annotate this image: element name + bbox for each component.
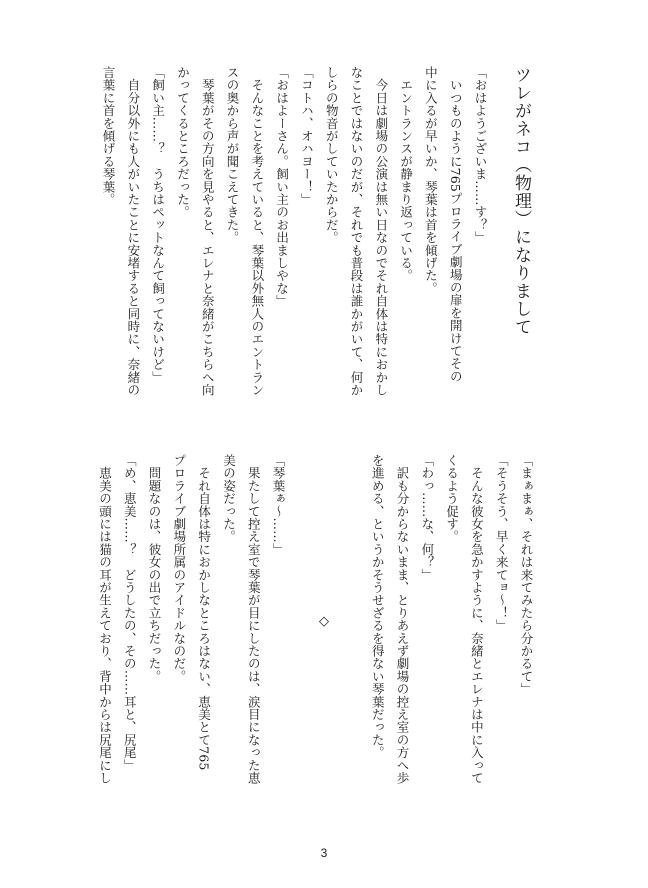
text-line: 訳も分からないまま、とりあえず劇場の控え室の方へ歩 xyxy=(395,454,411,785)
text-line: 言葉に首を傾げる琴葉。 xyxy=(101,66,117,206)
text-line: しらの物音がしていたからだ。 xyxy=(324,66,340,244)
blank-line xyxy=(290,454,315,806)
page-number: 3 xyxy=(320,846,328,860)
text-line: 「わっ……な、何？」 xyxy=(419,454,435,581)
text-line: 「琴葉ぁ～……」 xyxy=(271,454,287,556)
text-line: 果たして控え室で琴葉が目にしたのは、涙目になった恵 xyxy=(246,454,262,785)
text-line: プロライブ劇場所属のアイドルなのだ。 xyxy=(171,454,187,683)
text-line: 「おはようございま……す？」 xyxy=(473,66,488,244)
blank-line xyxy=(315,454,340,806)
text-line: 「め、恵美……？ どうしたの、その……耳と、尻尾」 xyxy=(122,454,138,772)
section-divider-diamond: ◇ xyxy=(319,614,329,629)
text-line: 恵美の頭には猫の耳が生えており、背中からは尻尾にし xyxy=(97,454,113,785)
text-line: いつものように765プロライブ劇場の扉を開けてその xyxy=(448,66,464,383)
text-line: エントランスが静まり返っている。 xyxy=(398,66,414,282)
text-line: スの奥から声が聞こえてきた。 xyxy=(225,66,241,244)
text-line: 中に入るが早いか、琴葉は首を傾げた。 xyxy=(423,66,439,295)
text-line: 「飼い主……？ うちはペットなんて飼ってないけど」 xyxy=(150,66,166,384)
text-line: 「コトハ、オハヨー！」 xyxy=(299,66,315,206)
text-line: 「おはよーさん。飼い主のお出ましやな」 xyxy=(274,66,290,308)
text-line: 「そうそう、早く来てョ～！」 xyxy=(494,454,510,632)
bottom-text-block xyxy=(88,454,538,806)
text-line: 自分以外にも人がいたことに安堵すると同時に、奈緒の xyxy=(125,66,141,397)
text-line: を進める、というかそうせざるを得ない琴葉だった。 xyxy=(370,454,386,759)
top-text-block xyxy=(92,66,492,418)
text-line: なことではないのだが、それでも普段は誰かがいて、何か xyxy=(349,66,365,397)
text-line: 美の姿だった。 xyxy=(221,454,237,543)
text-line: そんな彼女を急かすように、奈緒とエレナは中に入って xyxy=(469,454,485,785)
text-line: 「まぁまぁ、それは来てみたら分かるて」 xyxy=(519,454,534,696)
text-line: そんなことを考えていると、琴葉以外無人のエントラン xyxy=(249,66,265,397)
text-line: 問題なのは、彼女の出で立ちだった。 xyxy=(147,454,163,683)
blank-line xyxy=(340,454,365,806)
text-line: 琴葉がその方向を見やると、エレナと奈緒がこちらへ向 xyxy=(200,66,216,397)
text-line: それ自体は特におかしなところはない、恵美とて765 xyxy=(196,454,212,771)
text-line: 今日は劇場の公演は無い日なのでそれ自体は特におかし xyxy=(373,66,389,397)
text-line: かってくるところだった。 xyxy=(175,66,191,219)
text-line: くるよう促す。 xyxy=(444,454,460,543)
story-title: ツレがネコ（物理）になりまして xyxy=(511,66,531,336)
